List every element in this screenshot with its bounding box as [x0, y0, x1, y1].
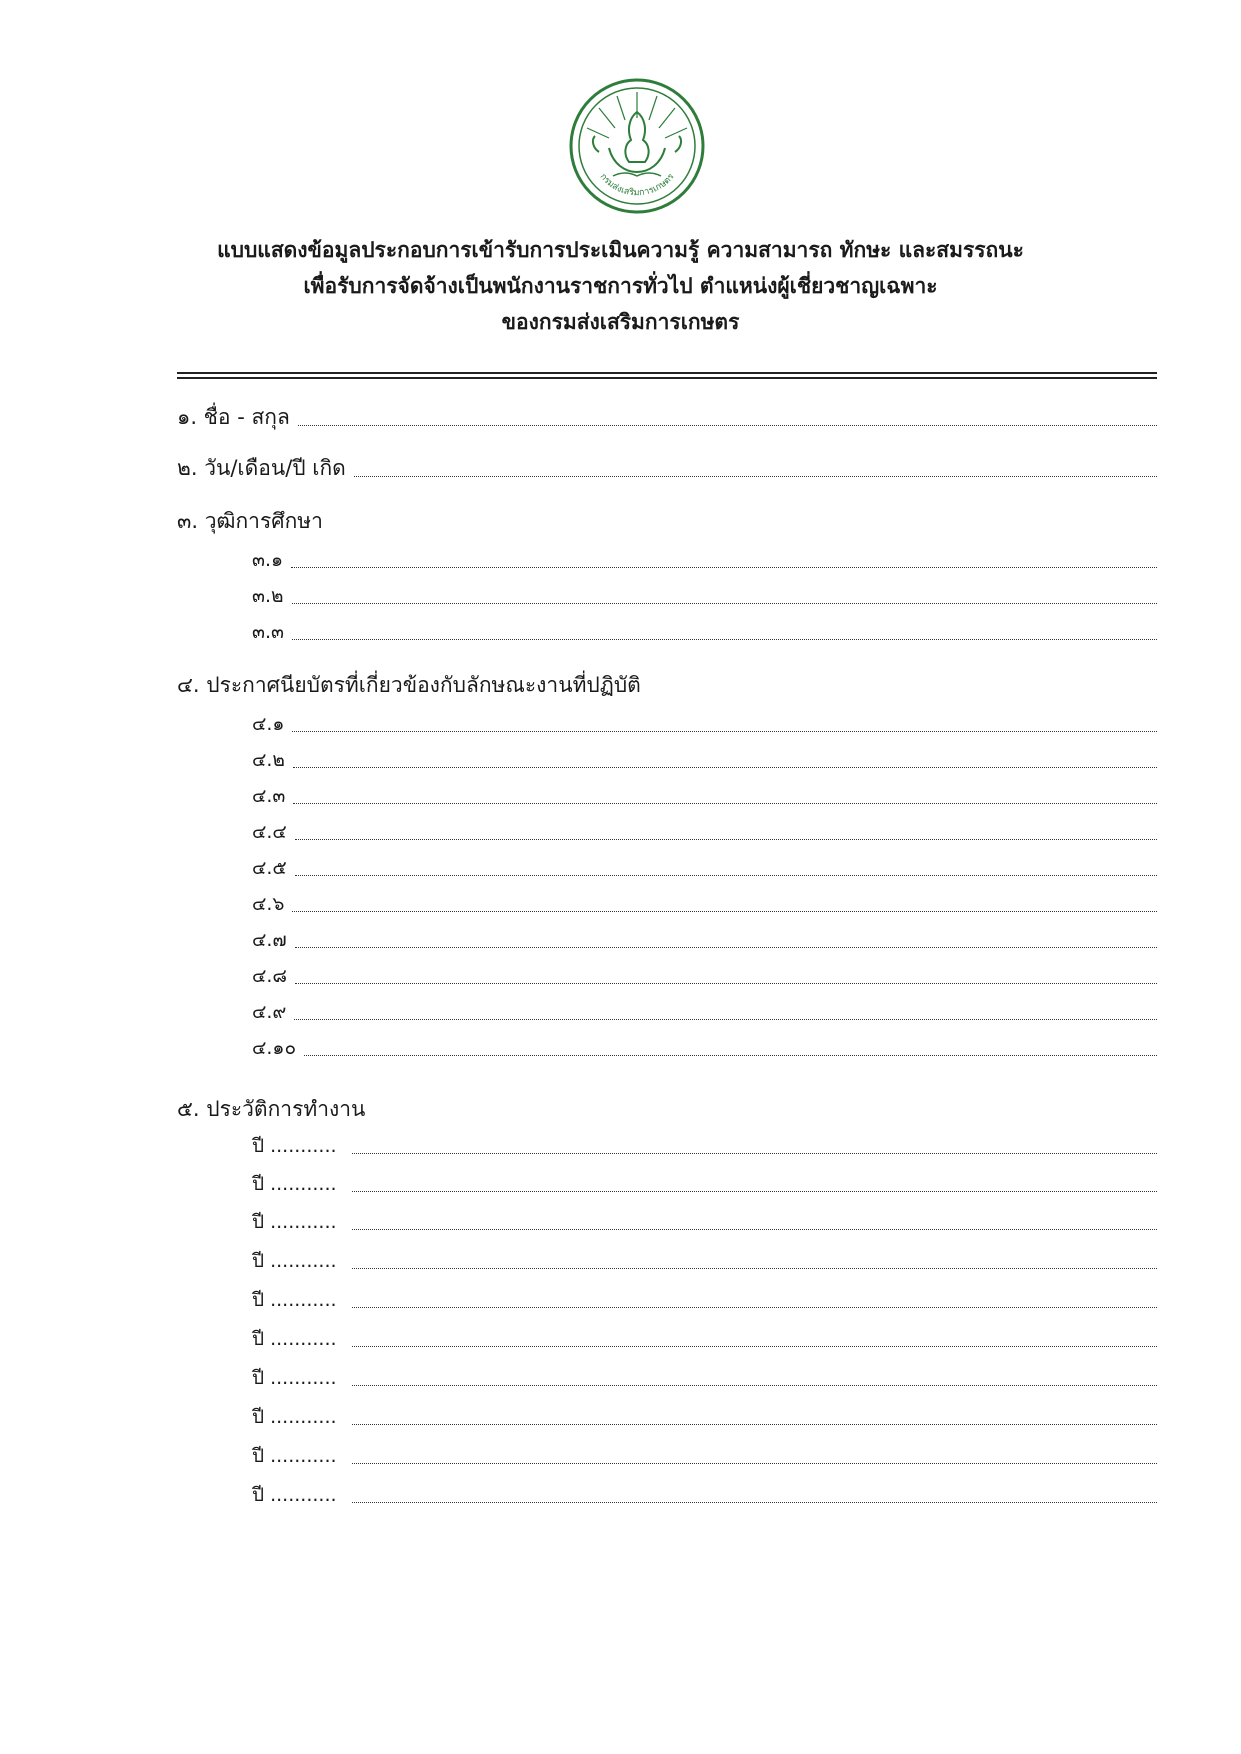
work-history-row[interactable] [252, 1483, 1157, 1507]
education-item-label: ๓.๑ [252, 549, 284, 571]
certificate-item[interactable] [252, 748, 1157, 772]
work-year-label: ปี ........... [252, 1173, 337, 1195]
certificate-item[interactable] [252, 1000, 1157, 1024]
work-history-row[interactable] [252, 1405, 1157, 1429]
certificate-item-label: ๔.๑๐ [252, 1037, 297, 1059]
work-year-label: ปี ........... [252, 1250, 337, 1272]
education-item-label: ๓.๒ [252, 585, 284, 607]
certificate-item[interactable] [252, 1036, 1157, 1060]
work-detail-fill-line[interactable] [352, 1190, 1157, 1192]
certificate-fill-line[interactable] [304, 1054, 1157, 1056]
name-fill-line[interactable] [298, 424, 1157, 426]
education-item-label: ๓.๓ [252, 621, 285, 643]
dob-fill-line[interactable] [354, 475, 1157, 477]
work-year-label: ปี ........... [252, 1328, 337, 1350]
education-item[interactable] [252, 620, 1157, 644]
education-item[interactable] [252, 584, 1157, 608]
name-field[interactable] [177, 404, 1157, 430]
certificate-item-label: ๔.๗ [252, 929, 287, 951]
certificate-item-label: ๔.๔ [252, 821, 287, 843]
certificate-fill-line[interactable] [295, 874, 1157, 876]
dob-label: ๒. วัน/เดือน/ปี เกิด [177, 456, 346, 480]
work-year-label: ปี ........... [252, 1289, 337, 1311]
seal-text: กรมส่งเสริมการเกษตร [597, 172, 677, 199]
certificate-fill-line[interactable] [292, 910, 1157, 912]
work-history-row[interactable] [252, 1327, 1157, 1351]
education-fill-line[interactable] [292, 602, 1157, 604]
certificate-item[interactable] [252, 712, 1157, 736]
title-line-3: ของกรมส่งเสริมการเกษตร [501, 310, 740, 334]
certificate-item-label: ๔.๕ [252, 857, 287, 879]
form-title [0, 232, 1241, 340]
work-history-row[interactable] [252, 1366, 1157, 1390]
work-history-row[interactable] [252, 1134, 1157, 1158]
work-year-label: ปี ........... [252, 1367, 337, 1389]
work-detail-fill-line[interactable] [352, 1228, 1157, 1230]
certificate-item-label: ๔.๒ [252, 749, 285, 771]
certificate-fill-line[interactable] [295, 946, 1157, 948]
title-line-1: แบบแสดงข้อมูลประกอบการเข้ารับการประเมินความรู้ ความสามารถ ทักษะ และสมรรถนะ [217, 238, 1024, 262]
work-detail-fill-line[interactable] [352, 1267, 1157, 1269]
certificate-fill-line[interactable] [293, 766, 1157, 768]
work-year-label: ปี ........... [252, 1135, 337, 1157]
certificate-item[interactable] [252, 820, 1157, 844]
header-divider [177, 372, 1157, 379]
work-history-label: ๕. ประวัติการทำงาน [177, 1097, 366, 1121]
certificates-label: ๔. ประกาศนียบัตรที่เกี่ยวข้องกับลักษณะงานที่ปฏิบัติ [177, 673, 641, 697]
name-label: ๑. ชื่อ - สกุล [177, 405, 290, 429]
work-year-label: ปี ........... [252, 1445, 337, 1467]
work-history-row[interactable] [252, 1444, 1157, 1468]
certificate-item[interactable] [252, 856, 1157, 880]
work-year-label: ปี ........... [252, 1211, 337, 1233]
education-fill-line[interactable] [292, 638, 1157, 640]
certificate-item-label: ๔.๑ [252, 713, 285, 735]
certificate-item-label: ๔.๖ [252, 893, 285, 915]
work-history-heading [177, 1096, 1157, 1122]
work-history-row[interactable] [252, 1210, 1157, 1234]
seal-emblem-icon [569, 78, 705, 214]
education-item[interactable] [252, 548, 1157, 572]
work-detail-fill-line[interactable] [352, 1501, 1157, 1503]
work-detail-fill-line[interactable] [352, 1423, 1157, 1425]
education-heading [177, 508, 1157, 534]
department-seal [569, 78, 705, 214]
certificate-fill-line[interactable] [295, 982, 1157, 984]
work-history-row[interactable] [252, 1288, 1157, 1312]
work-detail-fill-line[interactable] [352, 1462, 1157, 1464]
work-history-row[interactable] [252, 1249, 1157, 1273]
certificate-fill-line[interactable] [293, 802, 1157, 804]
work-detail-fill-line[interactable] [352, 1345, 1157, 1347]
certificate-fill-line[interactable] [292, 730, 1157, 732]
work-history-row[interactable] [252, 1172, 1157, 1196]
certificate-item-label: ๔.๘ [252, 965, 288, 987]
certificate-item-label: ๔.๙ [252, 1001, 287, 1023]
work-year-label: ปี ........... [252, 1406, 337, 1428]
work-detail-fill-line[interactable] [352, 1384, 1157, 1386]
certificates-heading [177, 672, 1157, 698]
work-year-label: ปี ........... [252, 1484, 337, 1506]
certificate-item-label: ๔.๓ [252, 785, 286, 807]
certificate-fill-line[interactable] [295, 838, 1157, 840]
education-label: ๓. วุฒิการศึกษา [177, 509, 323, 533]
certificate-item[interactable] [252, 784, 1157, 808]
work-detail-fill-line[interactable] [352, 1152, 1157, 1154]
title-line-2: เพื่อรับการจัดจ้างเป็นพนักงานราชการทั่วไป ตำแหน่งผู้เชี่ยวชาญเฉพาะ [303, 274, 938, 298]
certificate-fill-line[interactable] [294, 1018, 1157, 1020]
dob-field[interactable] [177, 455, 1157, 481]
certificate-item[interactable] [252, 928, 1157, 952]
certificate-item[interactable] [252, 964, 1157, 988]
education-fill-line[interactable] [291, 566, 1157, 568]
certificate-item[interactable] [252, 892, 1157, 916]
work-detail-fill-line[interactable] [352, 1306, 1157, 1308]
